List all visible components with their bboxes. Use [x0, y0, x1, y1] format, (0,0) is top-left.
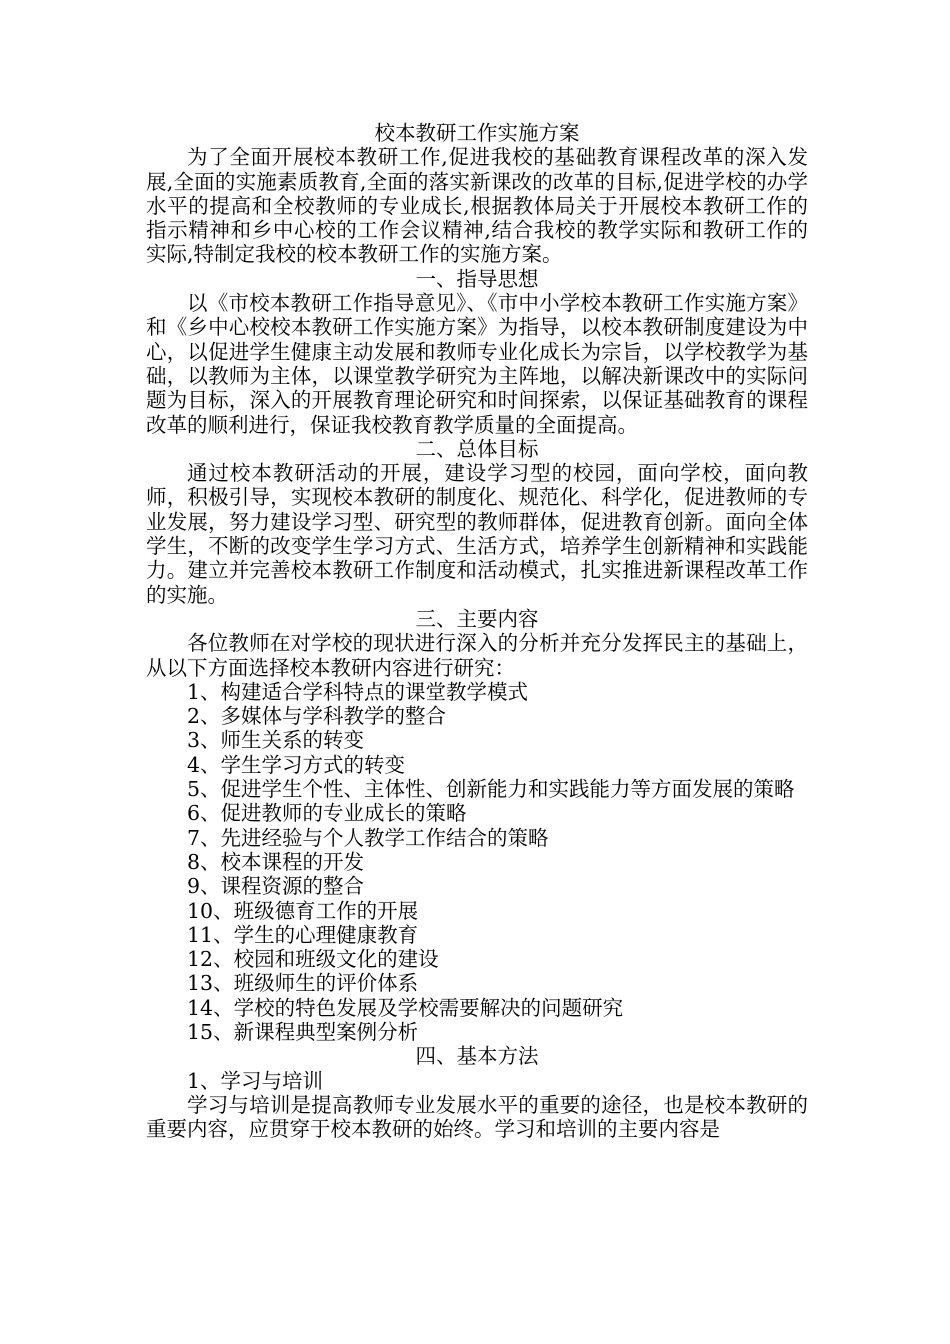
list-item: 7、先进经验与个人教学工作结合的策略: [187, 825, 549, 850]
intro-paragraph: 为了全面开展校本教研工作,促进我校的基础教育课程改革的深入发展,全面的实施素质教育,全面的落实新课改的改革的目标,促进学校的办学水平的提高和全校教师的专业成长,根据教体局关于开展校本教研工作的指示精神和乡中心校的工作会议精神,结合我校的教学实际和教研工作的实际,特制定我校的校本教研工作的实施方案。: [146, 145, 808, 267]
section-heading-basic-methods: 四、基本方法: [415, 1044, 539, 1069]
list-item: 14、学校的特色发展及学校需要解决的问题研究: [187, 995, 624, 1020]
subsection-heading-study-training: 1、学习与培训: [187, 1068, 324, 1093]
list-item: 9、课程资源的整合: [187, 874, 365, 899]
list-item: 11、学生的心理健康教育: [187, 922, 419, 947]
main-content-list: [146, 680, 808, 1044]
document-title: 校本教研工作实施方案: [374, 121, 580, 145]
guiding-ideology-paragraph: 以《市校本教研工作指导意见》、《市中小学校本教研工作实施方案》和《乡中心校校本教研工作实施方案》为指导，以校本教研制度建设为中心，以促进学生健康主动发展和教师专业化成长为宗旨，以学校教学为基础，以教师为主体，以课堂教学研究为主阵地，以解决新课改中的实际问题为目标，深入的开展教育理论研究和时间探索，以保证基础教育的课程改革的顺利进行，保证我校教育教学质量的全面提高。: [146, 291, 808, 437]
list-item: 5、促进学生个性、主体性、创新能力和实践能力等方面发展的策略: [187, 777, 795, 802]
list-item: 4、学生学习方式的转变: [187, 752, 406, 777]
list-item: 13、班级师生的评价体系: [187, 971, 419, 996]
main-content-intro-paragraph: 各位教师在对学校的现状进行深入的分析并充分发挥民主的基础上，从以下方面选择校本教研内容进行研究：: [146, 631, 808, 680]
document-page: [146, 121, 808, 1141]
list-item: 10、班级德育工作的开展: [187, 898, 419, 923]
list-item: 8、校本课程的开发: [187, 849, 365, 874]
list-item: 12、校园和班级文化的建设: [187, 947, 439, 972]
section-heading-guiding-ideology: 一、指导思想: [415, 266, 539, 291]
list-item: 2、多媒体与学科教学的整合: [187, 704, 447, 729]
list-item: 3、师生关系的转变: [187, 728, 365, 753]
list-item: 1、构建适合学科特点的课堂教学模式: [187, 679, 529, 704]
study-training-paragraph: 学习与培训是提高教师专业发展水平的重要的途径，也是校本教研的重要内容，应贯穿于校本教研的始终。学习和培训的主要内容是: [146, 1092, 808, 1142]
section-heading-main-content: 三、主要内容: [415, 606, 539, 631]
overall-goals-paragraph: 通过校本教研活动的开展，建设学习型的校园，面向学校，面向教师，积极引导，实现校本教研的制度化、规范化、科学化，促进教师的专业发展，努力建设学习型、研究型的教师群体，促进教育创新。面向全体学生，不断的改变学生学习方式、生活方式，培养学生创新精神和实践能力。建立并完善校本教研工作制度和活动模式，扎实推进新课程改革工作的实施。: [146, 461, 808, 607]
list-item: 6、促进教师的专业成长的策略: [187, 801, 467, 826]
section-heading-overall-goals: 二、总体目标: [415, 436, 539, 461]
list-item: 15、新课程典型案例分析: [187, 1019, 419, 1044]
